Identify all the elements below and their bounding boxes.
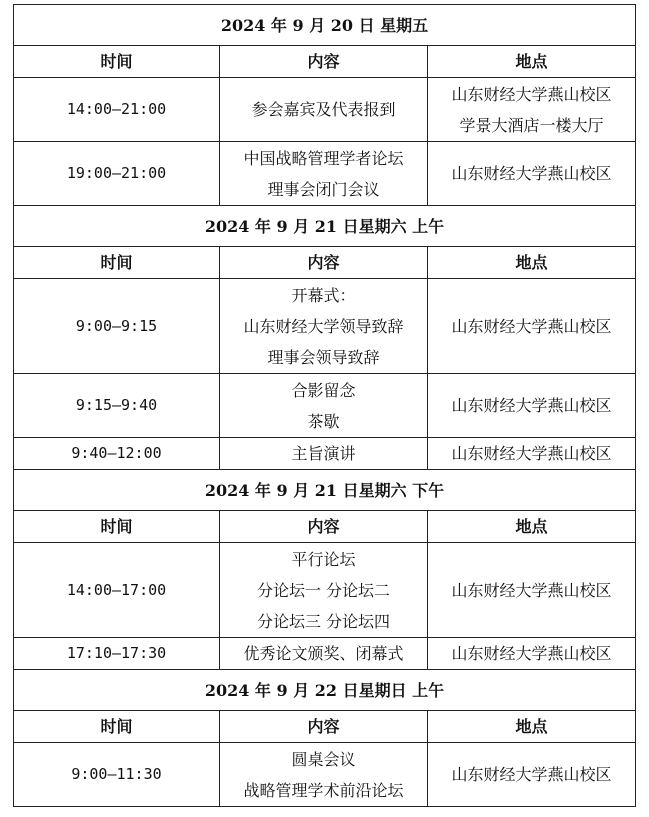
time-header: 时间 bbox=[14, 711, 220, 743]
column-header-row bbox=[14, 247, 636, 279]
content-line: 平行论坛 bbox=[291, 549, 356, 569]
content-line: 分论坛一 分论坛二 bbox=[256, 580, 391, 600]
content-line: 优秀论文颁奖、闭幕式 bbox=[243, 644, 404, 663]
content-header: 内容 bbox=[220, 247, 428, 279]
place-cell bbox=[428, 78, 636, 142]
place-cell bbox=[428, 638, 636, 670]
content-line: 理事会领导致辞 bbox=[267, 347, 380, 367]
time-cell: 9:40—12:00 bbox=[14, 438, 220, 470]
column-header-row bbox=[14, 46, 636, 78]
content-cell bbox=[220, 142, 428, 206]
column-header-row bbox=[14, 711, 636, 743]
content-header: 内容 bbox=[220, 46, 428, 78]
place-line: 山东财经大学燕山校区 bbox=[451, 444, 612, 463]
place-header: 地点 bbox=[428, 46, 636, 78]
place-header: 地点 bbox=[428, 247, 636, 279]
schedule-row bbox=[14, 638, 636, 670]
place-line: 山东财经大学燕山校区 bbox=[451, 765, 612, 784]
content-line: 战略管理学术前沿论坛 bbox=[243, 780, 404, 800]
place-cell bbox=[428, 743, 636, 807]
content-line: 圆桌会议 bbox=[291, 749, 356, 769]
place-line: 山东财经大学燕山校区 bbox=[451, 396, 612, 415]
day-header-row bbox=[14, 206, 636, 247]
time-cell: 9:00—11:30 bbox=[14, 743, 220, 807]
schedule-table bbox=[13, 4, 636, 807]
place-cell bbox=[428, 374, 636, 438]
content-cell bbox=[220, 743, 428, 807]
time-cell: 14:00—17:00 bbox=[14, 543, 220, 638]
day-title: 2024 年 9 月 20 日 星期五 bbox=[14, 5, 636, 46]
column-header-row bbox=[14, 511, 636, 543]
content-header: 内容 bbox=[220, 511, 428, 543]
schedule-row bbox=[14, 78, 636, 142]
content-cell bbox=[220, 374, 428, 438]
content-cell bbox=[220, 543, 428, 638]
time-header: 时间 bbox=[14, 247, 220, 279]
place-cell bbox=[428, 543, 636, 638]
time-cell: 17:10—17:30 bbox=[14, 638, 220, 670]
content-header: 内容 bbox=[220, 711, 428, 743]
time-cell: 19:00—21:00 bbox=[14, 142, 220, 206]
day-header-row bbox=[14, 670, 636, 711]
content-cell bbox=[220, 638, 428, 670]
place-line: 山东财经大学燕山校区 bbox=[451, 316, 612, 336]
content-line: 理事会闭门会议 bbox=[267, 179, 380, 199]
place-line: 学景大酒店一楼大厅 bbox=[459, 115, 604, 135]
content-line: 中国战略管理学者论坛 bbox=[243, 148, 404, 168]
content-line: 茶歇 bbox=[307, 411, 340, 431]
schedule-row bbox=[14, 142, 636, 206]
content-cell bbox=[220, 279, 428, 374]
schedule-row bbox=[14, 374, 636, 438]
day-header-row bbox=[14, 470, 636, 511]
content-line: 山东财经大学领导致辞 bbox=[243, 316, 404, 336]
place-line: 山东财经大学燕山校区 bbox=[451, 164, 612, 183]
time-header: 时间 bbox=[14, 46, 220, 78]
place-line: 山东财经大学燕山校区 bbox=[451, 644, 612, 663]
content-line: 分论坛三 分论坛四 bbox=[256, 611, 391, 631]
schedule-row bbox=[14, 279, 636, 374]
content-line: 主旨演讲 bbox=[291, 444, 356, 463]
time-cell: 9:15—9:40 bbox=[14, 374, 220, 438]
day-title: 2024 年 9 月 21 日星期六 下午 bbox=[14, 470, 636, 511]
place-line: 山东财经大学燕山校区 bbox=[451, 84, 612, 104]
place-cell bbox=[428, 142, 636, 206]
content-line: 参会嘉宾及代表报到 bbox=[251, 100, 396, 119]
place-header: 地点 bbox=[428, 711, 636, 743]
time-cell: 14:00—21:00 bbox=[14, 78, 220, 142]
schedule-row bbox=[14, 743, 636, 807]
schedule-row bbox=[14, 438, 636, 470]
place-cell bbox=[428, 279, 636, 374]
schedule-row bbox=[14, 543, 636, 638]
place-line: 山东财经大学燕山校区 bbox=[451, 580, 612, 600]
place-cell bbox=[428, 438, 636, 470]
day-header-row bbox=[14, 5, 636, 46]
schedule-body bbox=[14, 5, 636, 807]
day-title: 2024 年 9 月 21 日星期六 上午 bbox=[14, 206, 636, 247]
time-cell: 9:00—9:15 bbox=[14, 279, 220, 374]
time-header: 时间 bbox=[14, 511, 220, 543]
content-line: 开幕式： bbox=[291, 285, 356, 305]
content-cell bbox=[220, 438, 428, 470]
place-header: 地点 bbox=[428, 511, 636, 543]
content-line: 合影留念 bbox=[291, 380, 356, 400]
day-title: 2024 年 9 月 22 日星期日 上午 bbox=[14, 670, 636, 711]
content-cell bbox=[220, 78, 428, 142]
